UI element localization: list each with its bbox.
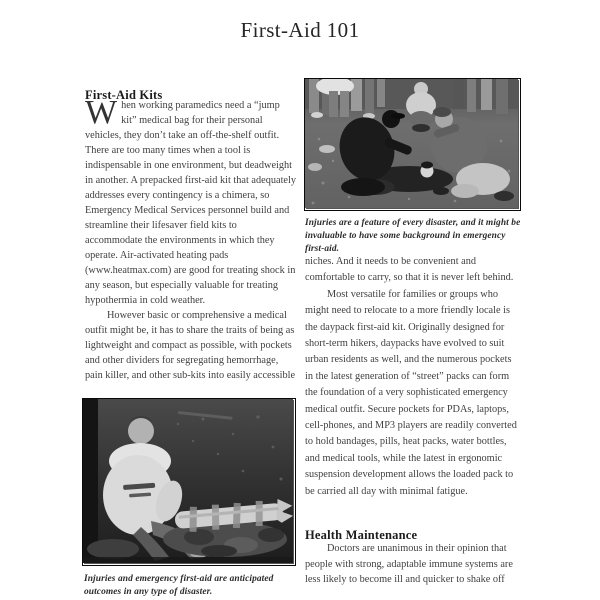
right-column-text-2 <box>305 541 522 588</box>
splinted-leg-photo-image <box>83 399 293 563</box>
right-photo-caption: Injuries are a feature of every disaster, and it might be invaluable to have some background in emergency first-aid. <box>305 218 521 254</box>
section-heading-first-aid-kits: First-Aid Kits <box>85 88 163 103</box>
drop-cap: W <box>85 94 118 131</box>
rescue-scene-photo-image <box>305 79 518 208</box>
right-paragraph-1: niches. And it needs to be convenient and comfortable to carry, so that it is never left behind. <box>305 256 514 284</box>
left-photo-caption: Injuries and emergency first-aid are anticipated outcomes in any type of disaster. <box>84 574 274 597</box>
page-title: First-Aid 101 <box>240 18 360 43</box>
splinted-leg-photo <box>82 398 296 566</box>
left-paragraph-2: However basic or comprehensive a medical outfit might be, it has to share the traits of being as lightweight and compact as possible, with pockets and other dividers for segregating hemorrhage, pain killer, and other sub-kits into easily accessible <box>85 310 296 381</box>
section-heading-health-maintenance: Health Maintenance <box>305 528 418 543</box>
right-paragraph-3: Doctors are unanimous in their opinion that people with strong, adaptable immune systems are less likely to become ill and quicker to shake off <box>305 543 513 585</box>
right-paragraph-2: Most versatile for families or groups who might need to relocate to a more friendly locale is the daypack first-aid kit. Originally designed for short-term hikers, daypacks have evolved to suit urban residents as well, and the numerous pockets in the latest generation of “street” packs can form the foundation of a very sophisticated emergency medical outfit. Secure pockets for PDAs, laptops, cell-phones, and MP3 players are readily converted to hold bandages, pills, heat packs, water bottles, and medical tools, while the latest in ergonomic suspension development allows the loaded pack to be carried all day with minimal fatigue. <box>305 288 517 497</box>
rescue-scene-photo <box>304 78 521 211</box>
right-column-text <box>305 254 522 500</box>
left-paragraph-1-text: hen working paramedics need a “jump kit” medical bag for their personal vehicles, they don’t take an off-the-shelf outfit. There are too many times when a tool is indispensable in one environment, but deadweight in another. A prepacked first-aid kit that adequately addresses every contingency is a chimera, so Emergency Medical Services personnel build and streamline their lifesaver field kits to accommodate the environments in which they operate. Air-activated heating pads (www.heatmax.com) are good for treating shock in any season, but especially valuable for treating hypothermia in cold weather. <box>85 100 297 306</box>
